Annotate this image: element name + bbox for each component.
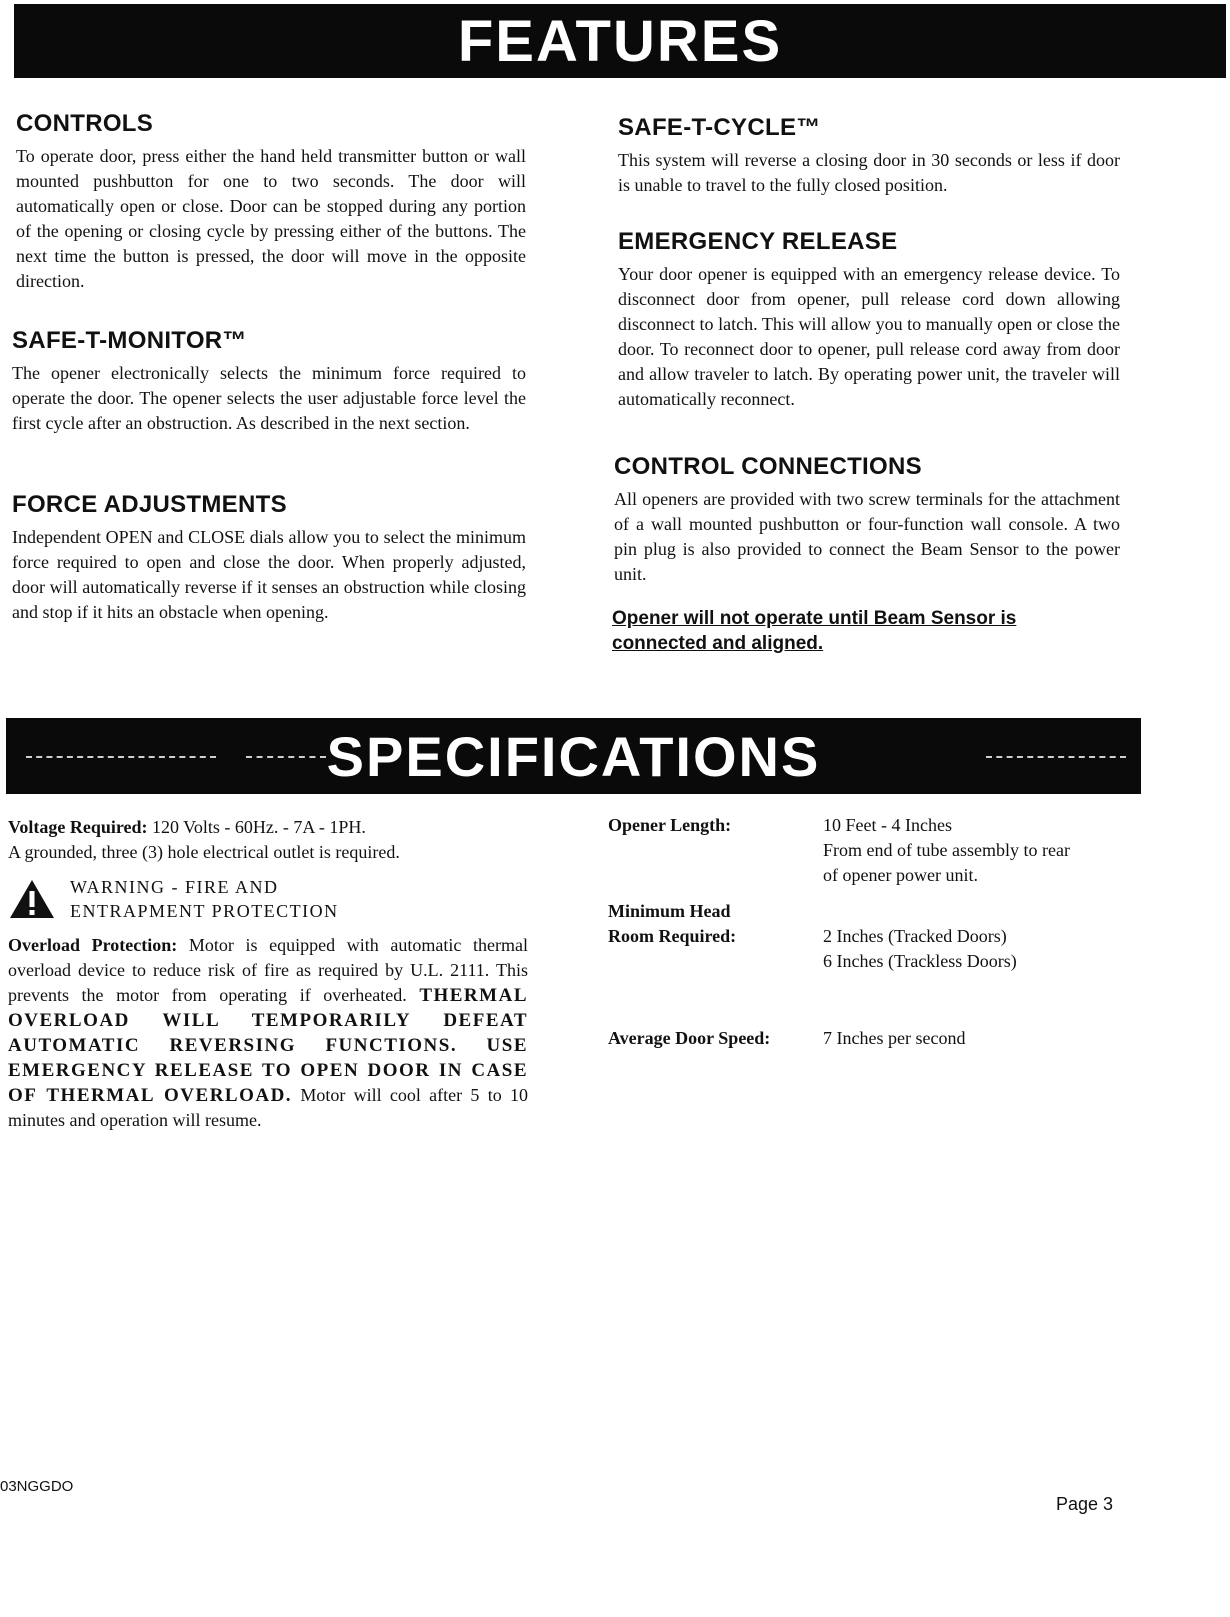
specifications-left-column — [8, 815, 533, 1133]
emergency-release-text: Your door opener is equipped with an emergency release device. To disconnect door from opener, pull release cord down allowing disconnect to latch. This will allow you to manually open or close the door. To reconnect door to opener, pull release cord away from door and allow traveler to latch. By operating power unit, the traveler will automatically reconnect. — [618, 264, 1120, 409]
banner-dash-left — [26, 756, 216, 758]
document-code: 03NGGDO — [0, 1478, 74, 1495]
force-adjustments-text: Independent OPEN and CLOSE dials allow you to select the minimum force required to open and close the door. When properly adjusted, door will automatically reverse if it senses an obstruction while closing and stop if it hits an obstacle when opening. — [12, 527, 526, 622]
features-title: FEATURES — [457, 8, 783, 74]
voltage-line — [8, 815, 533, 840]
voltage-value: 120 Volts - 60Hz. - 7A - 1PH. — [152, 817, 366, 837]
features-banner — [14, 4, 1226, 78]
overload-label: Overload Protection: — [8, 935, 178, 955]
outlet-note: A grounded, three (3) hole electrical outlet is required. — [8, 842, 400, 862]
safe-t-cycle-heading: SAFE-T-CYCLE™ — [618, 114, 821, 141]
force-adjustments-section — [12, 491, 526, 625]
control-connections-section — [614, 453, 1120, 587]
opener-length-value-2: From end of tube assembly to rear of opener power unit. — [823, 840, 1070, 885]
opener-length-value-1: 10 Feet - 4 Inches — [823, 815, 952, 835]
emergency-release-heading: EMERGENCY RELEASE — [618, 228, 898, 255]
head-room-label-2: Room Required: — [608, 926, 737, 946]
beam-sensor-notice: Opener will not operate until Beam Sensor is connected and aligned. — [612, 608, 1017, 654]
controls-text: To operate door, press either the hand held transmitter button or wall mounted pushbutton for one to two seconds. The door will automatically open or close. Door can be stopped during any portion of the opening or closing cycle by pressing either of the buttons. The next time the button is pressed, the door will move in the opposite direction. — [16, 146, 526, 291]
opener-length-value — [823, 813, 1073, 888]
voltage-label: Voltage Required: — [8, 817, 148, 837]
overload-paragraph — [8, 933, 528, 1133]
controls-heading: CONTROLS — [16, 110, 154, 137]
overload-caps-warning: THERMAL OVERLOAD WILL TEMPORARILY DEFEAT AUTOMATIC REVERSING FUNCTIONS. USE EMERGENCY RELEASE TO OPEN DOOR IN CASE OF THERMAL OVERLOAD. — [8, 985, 528, 1106]
warning-block — [8, 875, 533, 923]
controls-section — [16, 110, 526, 294]
emergency-release-section — [618, 228, 1120, 412]
control-connections-text: All openers are provided with two screw terminals for the attachment of a wall mounted pushbutton or four-function wall console. A two pin plug is also provided to connect the Beam Sensor to the power unit. — [614, 489, 1120, 584]
safe-t-cycle-section — [618, 114, 1120, 198]
specifications-table — [608, 813, 1168, 1051]
head-room-value-1: 2 Inches (Tracked Doors) — [823, 926, 1007, 946]
warning-text — [70, 875, 339, 923]
banner-dash-left-2 — [246, 756, 326, 758]
head-room-label-1: Minimum Head — [608, 901, 731, 921]
opener-length-label: Opener Length: — [608, 815, 732, 835]
door-speed-value: 7 Inches per second — [823, 1028, 966, 1048]
safe-t-monitor-section — [12, 327, 526, 436]
banner-dash-right — [986, 756, 1126, 758]
door-speed-row — [608, 1026, 1168, 1051]
safe-t-cycle-text: This system will reverse a closing door in 30 seconds or less if door is unable to travel to the fully closed position. — [618, 150, 1120, 195]
specifications-banner — [6, 718, 1141, 794]
safe-t-monitor-heading: SAFE-T-MONITOR™ — [12, 327, 247, 354]
door-speed-label: Average Door Speed: — [608, 1028, 771, 1048]
overload-text: Motor is equipped with automatic thermal overload device to reduce risk of fire as required by U.L. 2111. This prevents the motor from operating if overheated. — [8, 935, 529, 1005]
warning-line-1: WARNING - FIRE AND — [70, 877, 279, 897]
specifications-title: SPECIFICATIONS — [326, 724, 821, 788]
control-connections-heading: CONTROL CONNECTIONS — [614, 453, 922, 480]
page-number: Page 3 — [1056, 1494, 1114, 1514]
head-room-label — [608, 899, 823, 974]
warning-triangle-icon — [8, 878, 56, 920]
overload-tail: Motor will cool after 5 to 10 minutes and operation will resume. — [8, 1085, 528, 1130]
force-adjustments-heading: FORCE ADJUSTMENTS — [12, 491, 287, 518]
head-room-value-2: 6 Inches (Trackless Doors) — [823, 951, 1017, 971]
opener-length-row — [608, 813, 1168, 888]
head-room-value — [823, 899, 1168, 974]
head-room-row — [608, 899, 1168, 974]
safe-t-monitor-text: The opener electronically selects the minimum force required to operate the door. The opener selects the user adjustable force level the first cycle after an obstruction. As described in the next section. — [12, 363, 526, 433]
warning-line-2: ENTRAPMENT PROTECTION — [70, 901, 339, 921]
